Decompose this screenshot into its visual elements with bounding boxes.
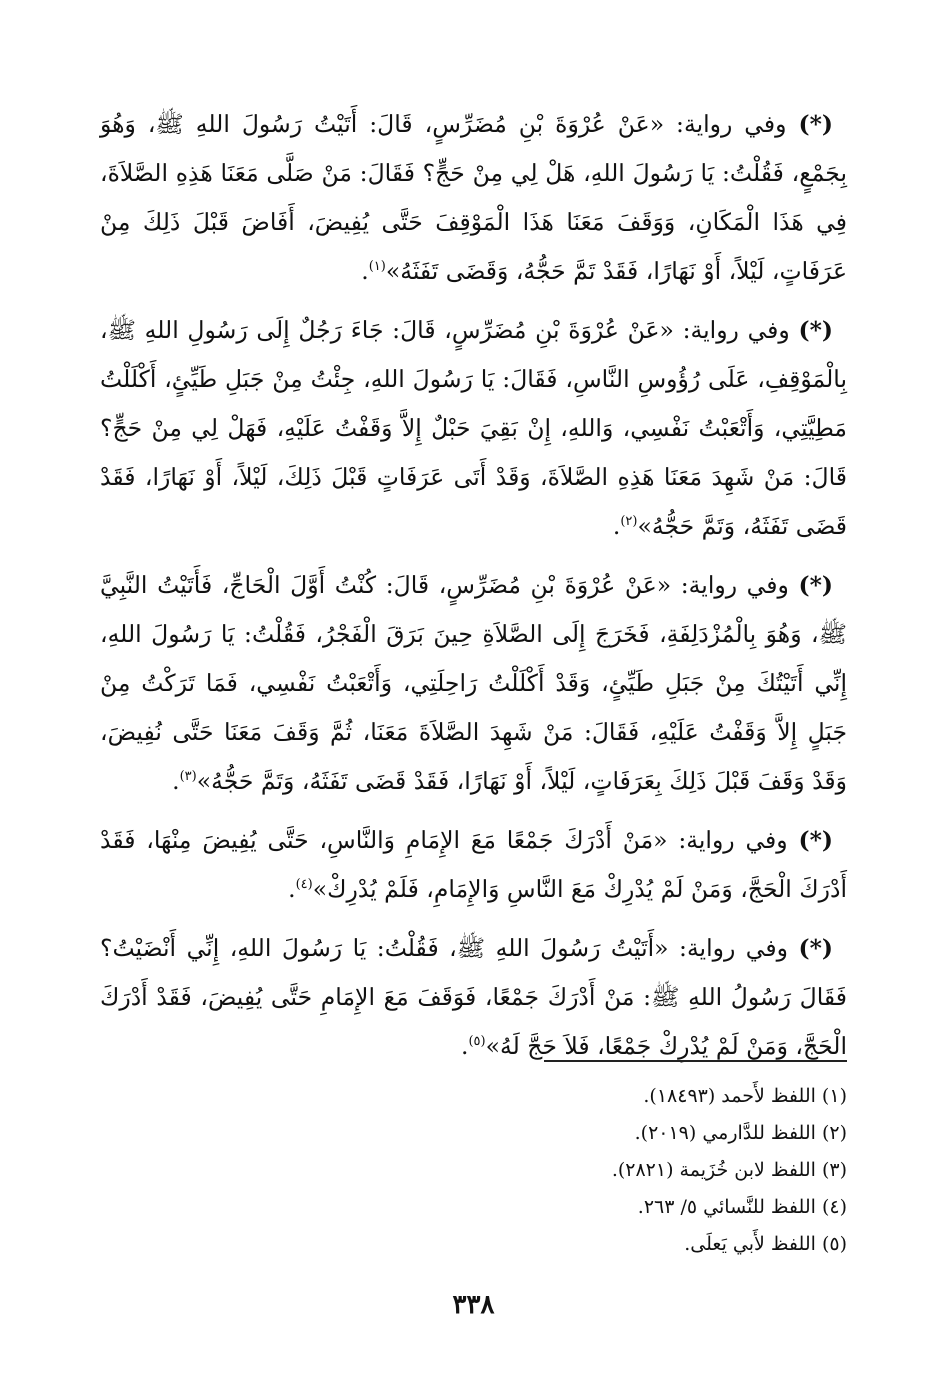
paragraph-text: وفي رواية: «عَنْ عُرْوَةَ بْنِ مُضَرِّسٍ، قَالَ: كُنْتُ أَوَّلَ الْحَاجِّ، فَأَتَيْتُ النَّبِيَّ ﷺ، وَهُوَ بِالْمُزْدَلِفَةِ، فَخَرَجَ إِلَى الصَّلاَةِ حِينَ بَرَقَ الْفَجْرُ، فَقُلْتُ: يَا رَسُولَ اللهِ، إِنِّي أَتَيْتُكَ مِنْ جَبَلِ طَيِّئٍ، وَقَدْ أَكْلَلْتُ رَاحِلَتِي، وَأَتْعَبْتُ نَفْسِي، فَمَا تَرَكْتُ مِنْ جَبَلٍ إِلاَّ وَقَفْتُ عَلَيْهِ، فَقَالَ: مَنْ شَهِدَ الصَّلاَةَ مَعَنَا، ثُمَّ وَقَفَ مَعَنَا حَتَّى نُفِيضَ، وَقَدْ وَقَفَ قَبْلَ ذَلِكَ بِعَرَفَاتٍ، لَيْلاً، أَوْ نَهَارًا، فَقَدْ قَضَى تَفَثَهُ، وَتَمَّ حَجُّهُ» [100, 571, 847, 795]
paragraph-4: (*) وفي رواية: «مَنْ أَدْرَكَ جَمْعًا مَعَ الإِمَامِ وَالنَّاسِ، حَتَّى يُفِيضَ مِنْهَا، فَقَدْ أَدْرَكَ الْحَجَّ، وَمَنْ لَمْ يُدْرِكْ مَعَ النَّاسِ وَالإِمَامِ، فَلَمْ يُدْرِكْ»$^{(٤)}$. [100, 826, 847, 903]
footnote-reference: (٥) [468, 1034, 486, 1050]
paragraph-marker: (*) [798, 826, 833, 854]
paragraph-marker: (*) [798, 571, 833, 599]
footnote-separator [544, 1060, 847, 1062]
footnote-5: (٥) اللفظ لأَبي يَعلَى. [684, 1233, 847, 1255]
footnote-reference: (٣) [179, 769, 197, 785]
paragraph-5: (*) وفي رواية: «أَتَيْتُ رَسُولَ اللهِ ﷺ، فَقُلْتُ: يَا رَسُولَ اللهِ، إِنِّي أَنْضَيْتُ؟ فَقَالَ رَسُولُ اللهِ ﷺ: مَنْ أَدْرَكَ جَمْعًا، فَوَقَفَ مَعَ الإِمَامِ حَتَّى يُفِيضَ، فَقَدْ أَدْرَكَ الْحَجَّ، وَمَنْ لَمْ يُدْرِكْ جَمْعًا، فَلاَ حَجَّ لَهُ»$^{(٥)}$. [100, 934, 847, 1060]
footnote-reference: (١) [368, 259, 386, 275]
footnotes [100, 1078, 847, 1263]
main-text [100, 100, 847, 1081]
paragraph-text: وفي رواية: «مَنْ أَدْرَكَ جَمْعًا مَعَ الإِمَامِ وَالنَّاسِ، حَتَّى يُفِيضَ مِنْهَا، فَقَدْ أَدْرَكَ الْحَجَّ، وَمَنْ لَمْ يُدْرِكْ مَعَ النَّاسِ وَالإِمَامِ، فَلَمْ يُدْرِكْ» [100, 826, 847, 903]
paragraph-marker: (*) [798, 934, 833, 962]
paragraph-marker: (*) [798, 110, 833, 138]
paragraph-text: وفي رواية: «عَنْ عُرْوَةَ بْنِ مُضَرِّسٍ، قَالَ: جَاءَ رَجُلٌ إِلَى رَسُولِ اللهِ ﷺ، بِالْمَوْقِفِ، عَلَى رُؤُوسِ النَّاسِ، فَقَالَ: يَا رَسُولَ اللهِ، جِئْتُ مِنْ جَبَلِ طَيِّئٍ، أَكْلَلْتُ مَطِيَّتِي، وَأَتْعَبْتُ نَفْسِي، وَاللهِ، إِنْ بَقِيَ حَبْلٌ إِلاَّ وَقَفْتُ عَلَيْهِ، فَهَلْ لِي مِنْ حَجٍّ؟ قَالَ: مَنْ شَهِدَ مَعَنَا هَذِهِ الصَّلاَةَ، وَقَدْ أَتَى عَرَفَاتٍ قَبْلَ ذَلِكَ، لَيْلاً، أَوْ نَهَارًا، فَقَدْ قَضَى تَفَثَهُ، وَتَمَّ حَجُّهُ» [100, 316, 847, 540]
paragraph-marker: (*) [798, 316, 833, 344]
paragraph-text: وفي رواية: «أَتَيْتُ رَسُولَ اللهِ ﷺ، فَقُلْتُ: يَا رَسُولَ اللهِ، إِنِّي أَنْضَيْتُ؟ فَقَالَ رَسُولُ اللهِ ﷺ: مَنْ أَدْرَكَ جَمْعًا، فَوَقَفَ مَعَ الإِمَامِ حَتَّى يُفِيضَ، فَقَدْ أَدْرَكَ الْحَجَّ، وَمَنْ لَمْ يُدْرِكْ جَمْعًا، فَلاَ حَجَّ لَهُ» [100, 934, 847, 1060]
footnote-3: (٣) اللفظ لابن خُزَيمة (٢٨٢١). [611, 1159, 847, 1181]
footnote-2: (٢) اللفظ للدَّارمي (٢٠١٩). [634, 1122, 847, 1144]
paragraph-3: (*) وفي رواية: «عَنْ عُرْوَةَ بْنِ مُضَرِّسٍ، قَالَ: كُنْتُ أَوَّلَ الْحَاجِّ، فَأَتَيْتُ النَّبِيَّ ﷺ، وَهُوَ بِالْمُزْدَلِفَةِ، فَخَرَجَ إِلَى الصَّلاَةِ حِينَ بَرَقَ الْفَجْرُ، فَقُلْتُ: يَا رَسُولَ اللهِ، إِنِّي أَتَيْتُكَ مِنْ جَبَلِ طَيِّئٍ، وَقَدْ أَكْلَلْتُ رَاحِلَتِي، وَأَتْعَبْتُ نَفْسِي، فَمَا تَرَكْتُ مِنْ جَبَلٍ إِلاَّ وَقَفْتُ عَلَيْهِ، فَقَالَ: مَنْ شَهِدَ الصَّلاَةَ مَعَنَا، ثُمَّ وَقَفَ مَعَنَا حَتَّى نُفِيضَ، وَقَدْ وَقَفَ قَبْلَ ذَلِكَ بِعَرَفَاتٍ، لَيْلاً، أَوْ نَهَارًا، فَقَدْ قَضَى تَفَثَهُ، وَتَمَّ حَجُّهُ»$^{(٣)}$. [100, 571, 847, 795]
paragraph-1: (*) وفي رواية: «عَنْ عُرْوَةَ بْنِ مُضَرِّسٍ، قَالَ: أَتَيْتُ رَسُولَ اللهِ ﷺ، وَهُوَ بِجَمْعٍ، فَقُلْتُ: يَا رَسُولَ اللهِ، هَلْ لِي مِنْ حَجٍّ؟ فَقَالَ: مَنْ صَلَّى مَعَنَا هَذِهِ الصَّلاَةَ، فِي هَذَا الْمَكَانِ، وَوَقَفَ مَعَنَا هَذَا الْمَوْقِفَ حَتَّى يُفِيضَ، أَفَاضَ قَبْلَ ذَلِكَ مِنْ عَرَفَاتٍ، لَيْلاً، أَوْ نَهَارًا، فَقَدْ تَمَّ حَجُّهُ، وَقَضَى تَفَثَهُ»$^{(١)}$. [100, 110, 847, 285]
paragraph-text: وفي رواية: «عَنْ عُرْوَةَ بْنِ مُضَرِّسٍ، قَالَ: أَتَيْتُ رَسُولَ اللهِ ﷺ، وَهُوَ بِجَمْعٍ، فَقُلْتُ: يَا رَسُولَ اللهِ، هَلْ لِي مِنْ حَجٍّ؟ فَقَالَ: مَنْ صَلَّى مَعَنَا هَذِهِ الصَّلاَةَ، فِي هَذَا الْمَكَانِ، وَوَقَفَ مَعَنَا هَذَا الْمَوْقِفَ حَتَّى يُفِيضَ، أَفَاضَ قَبْلَ ذَلِكَ مِنْ عَرَفَاتٍ، لَيْلاً، أَوْ نَهَارًا، فَقَدْ تَمَّ حَجُّهُ، وَقَضَى تَفَثَهُ» [100, 110, 847, 285]
footnote-4: (٤) اللفظ للنَّسائي ٥/ ٢٦٣. [637, 1196, 847, 1218]
footnote-reference: (٢) [620, 514, 638, 530]
footnote-reference: (٤) [295, 877, 313, 893]
paragraph-2: (*) وفي رواية: «عَنْ عُرْوَةَ بْنِ مُضَرِّسٍ، قَالَ: جَاءَ رَجُلٌ إِلَى رَسُولِ اللهِ ﷺ، بِالْمَوْقِفِ، عَلَى رُؤُوسِ النَّاسِ، فَقَالَ: يَا رَسُولَ اللهِ، جِئْتُ مِنْ جَبَلِ طَيِّئٍ، أَكْلَلْتُ مَطِيَّتِي، وَأَتْعَبْتُ نَفْسِي، وَاللهِ، إِنْ بَقِيَ حَبْلٌ إِلاَّ وَقَفْتُ عَلَيْهِ، فَهَلْ لِي مِنْ حَجٍّ؟ قَالَ: مَنْ شَهِدَ مَعَنَا هَذِهِ الصَّلاَةَ، وَقَدْ أَتَى عَرَفَاتٍ قَبْلَ ذَلِكَ، لَيْلاً، أَوْ نَهَارًا، فَقَدْ قَضَى تَفَثَهُ، وَتَمَّ حَجُّهُ»$^{(٢)}$. [100, 316, 847, 540]
page-number: ٣٣٨ [452, 1290, 495, 1320]
footnote-1: (١) اللفظ لأَحمد (١٨٤٩٣). [643, 1085, 847, 1107]
